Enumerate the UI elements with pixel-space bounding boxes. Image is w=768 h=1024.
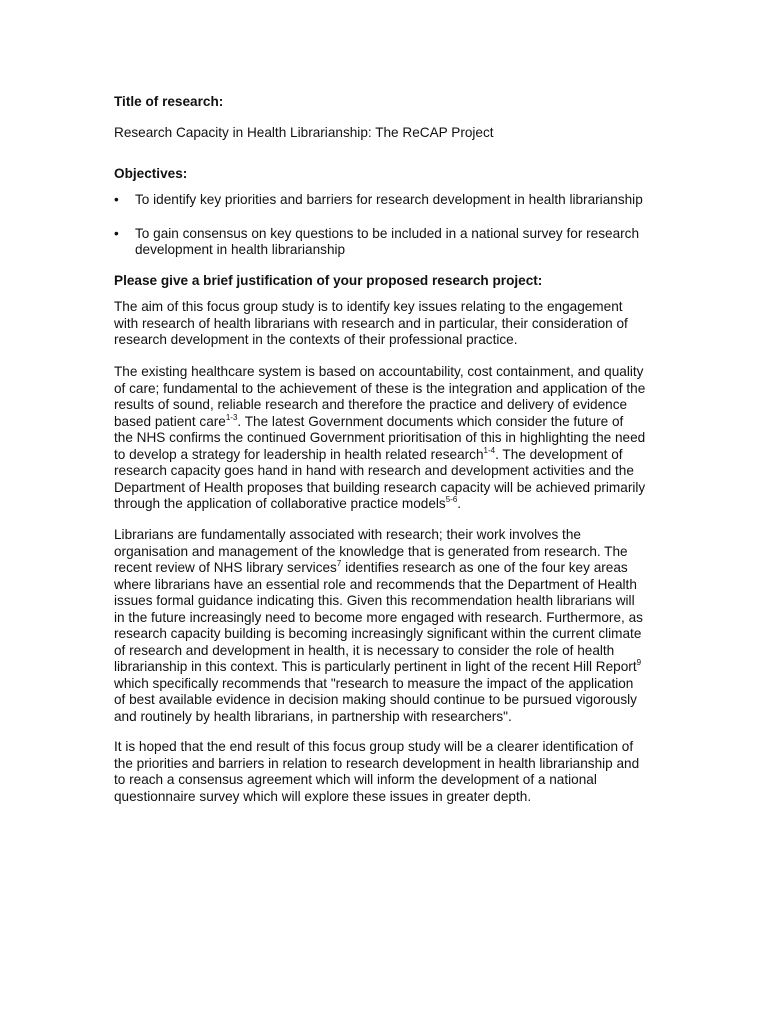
objective-text: development in health librarianship: [135, 242, 346, 257]
paragraph-line: where librarians have an essential role and recommends that the Department of Health: [114, 576, 637, 592]
citation-superscript: 1-3: [225, 412, 238, 422]
paragraph-line: the NHS confirms the continued Government prioritisation of this in highlighting the need: [114, 430, 646, 445]
paragraph-line: to reach a consensus agreement which will inform the development of a national: [114, 772, 597, 787]
paragraph-line: of research and development in health, it is necessary to consider the role of health: [114, 642, 615, 658]
paragraph-librarians: [114, 527, 662, 725]
objectives-heading: Objectives:: [114, 166, 188, 181]
citation-superscript: 1-4: [483, 445, 496, 455]
citation-superscript: 7: [336, 559, 342, 568]
paragraph-line: Librarians are fundamentally associated with research; their work involves the: [114, 527, 581, 542]
paragraph-line: [114, 496, 662, 513]
paragraph-line: organisation and management of the knowledge that is generated from research. The: [114, 543, 628, 559]
paragraph-line: of best available evidence in decision making should continue to be pursued vigorously: [114, 692, 637, 707]
paragraph-line: which specifically recommends that "research to measure the impact of the application: [114, 675, 634, 691]
text-run: to develop a strategy for leadership in health related research: [114, 446, 484, 462]
citation-superscript: 5-6: [445, 495, 458, 504]
paragraph-line: with research of health librarians with research and in particular, their consideration of: [114, 315, 628, 331]
paragraph-line: and routinely by health librarians, in partnership with researchers".: [114, 708, 512, 724]
text-run: identifies research as one of the four key areas: [341, 560, 628, 575]
paragraph-line: the priorities and barriers in relation to research development in health librarianship and: [114, 755, 640, 771]
paragraph-line: [114, 414, 662, 431]
paragraph-healthcare-system: [114, 364, 662, 513]
bullet-icon: •: [114, 226, 119, 241]
text-run: . The latest Government documents which consider the future of: [237, 413, 624, 429]
bullet-icon: •: [114, 192, 119, 207]
paragraph-line: [114, 447, 662, 464]
paragraph-line: questionnaire survey which will explore these issues in greater depth.: [114, 788, 532, 804]
paragraph-line: issues formal guidance indicating this. Given this recommendation health librarians will: [114, 593, 635, 608]
paragraph-line: research capacity goes hand in hand with research and development activities and the: [114, 463, 634, 478]
paragraph-line: of care; fundamental to the achievement of these is the integration and application of the: [114, 380, 646, 396]
paragraph-line: The existing healthcare system is based on accountability, cost containment, and quality: [114, 364, 644, 379]
title-heading: Title of research:: [114, 94, 224, 109]
text-run: librarianship in this context. This is particularly pertinent in light of the recent Hill Report: [114, 659, 637, 674]
paragraph-line: results of sound, reliable research and therefore the practice and delivery of evidence: [114, 397, 628, 412]
objective-text: To gain consensus on key questions to be included in a national survey for research: [135, 226, 640, 241]
paragraph-line: in the future increasingly need to become more engaged with research. Furthermore, as: [114, 609, 643, 625]
paragraph-line: It is hoped that the end result of this focus group study will be a clearer identification of: [114, 739, 634, 754]
text-run: through the application of collaborative practice models: [114, 496, 446, 511]
text-run: . The development of: [495, 446, 623, 462]
paragraph-line: research development in the contexts of their professional practice.: [114, 332, 518, 347]
paragraph-conclusion: [114, 739, 662, 805]
paragraph-line: [114, 659, 662, 676]
text-run: recent review of NHS library services: [114, 560, 337, 575]
paragraph-aim: [114, 299, 662, 349]
paragraph-line: Department of Health proposes that building research capacity will be achieved primarily: [114, 479, 646, 495]
title-text: Research Capacity in Health Librarianship: The ReCAP Project: [114, 125, 494, 140]
text-run: .: [457, 496, 462, 511]
paragraph-line: [114, 560, 662, 577]
objective-text: To identify key priorities and barriers for research development in health librarianship: [135, 192, 643, 207]
text-run: based patient care: [114, 413, 226, 429]
paragraph-line: The aim of this focus group study is to identify key issues relating to the engagement: [114, 299, 623, 314]
justification-heading: Please give a brief justification of your proposed research project:: [114, 273, 543, 288]
paragraph-line: research capacity building is becoming increasingly significant within the current climate: [114, 626, 642, 641]
citation-superscript: 9: [636, 658, 642, 667]
